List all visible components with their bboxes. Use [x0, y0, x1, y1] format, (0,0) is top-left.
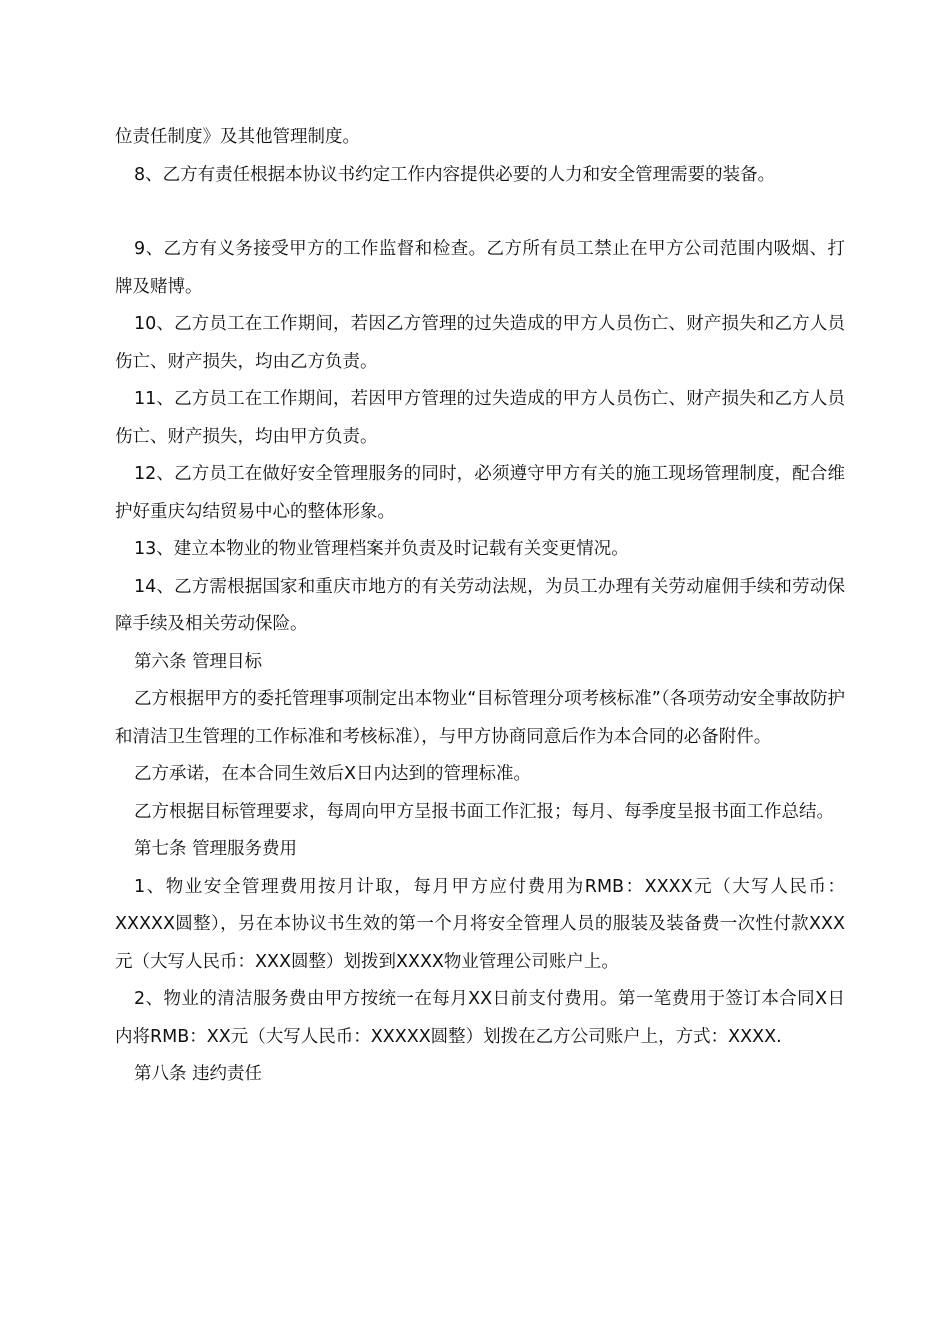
paragraph-item-10: 10、乙方员工在工作期间，若因乙方管理的过失造成的甲方人员伤亡、财产损失和乙方人员伤亡、财产损失，均由乙方负责。 — [115, 314, 845, 372]
paragraph-item-14: 14、乙方需根据国家和重庆市地方的有关劳动法规，为员工办理有关劳动雇佣手续和劳动保障手续及相关劳动保险。 — [115, 576, 845, 634]
paragraph-spacer — [115, 194, 845, 231]
paragraph-fee-item-1: 1、物业安全管理费用按月计取，每月甲方应付费用为RMB：XXXX元（大写人民币：XXXXX圆整），另在本协议书生效的第一个月将安全管理人员的服装及装备费一次性付款XXX元（大写人民币：XXX圆整）划拨到XXXX物业管理公司账户上。 — [115, 876, 845, 972]
paragraph-item-8: 8、乙方有责任根据本协议书约定工作内容提供必要的人力和安全管理需要的装备。 — [134, 164, 776, 185]
paragraph-target-standard: 乙方根据甲方的委托管理事项制定出本物业“目标管理分项考核标准”（各项劳动安全事故防护和清洁卫生管理的工作标准和考核标准），与甲方协商同意后作为本合同的必备附件。 — [115, 689, 845, 747]
section-heading-article-6: 第六条 管理目标 — [134, 651, 263, 672]
document-body — [115, 119, 845, 1094]
section-heading-article-7: 第七条 管理服务费用 — [134, 839, 298, 859]
paragraph-item-13: 13、建立本物业的物业管理档案并负责及时记载有关变更情况。 — [134, 539, 629, 559]
paragraph-item-9: 9、乙方有义务接受甲方的工作监督和检查。乙方所有员工禁止在甲方公司范围内吸烟、打牌及赌博。 — [115, 239, 845, 297]
section-heading-article-8: 第八条 违约责任 — [134, 1064, 263, 1084]
paragraph-responsibility-system-end: 位责任制度》及其他管理制度。 — [115, 127, 360, 147]
paragraph-item-12: 12、乙方员工在做好安全管理服务的同时，必须遵守甲方有关的施工现场管理制度，配合维护好重庆勾结贸易中心的整体形象。 — [115, 464, 845, 522]
paragraph-commitment: 乙方承诺，在本合同生效后X日内达到的管理标准。 — [134, 764, 531, 784]
paragraph-fee-item-2: 2、物业的清洁服务费由甲方按统一在每月XX日前支付费用。第一笔费用于签订本合同X日内将RMB：XX元（大写人民币：XXXXX圆整）划拨在乙方公司账户上，方式：XXXX. — [115, 989, 845, 1047]
paragraph-reporting: 乙方根据目标管理要求，每周向甲方呈报书面工作汇报；每月、每季度呈报书面工作总结。 — [134, 801, 834, 822]
paragraph-item-11: 11、乙方员工在工作期间，若因甲方管理的过失造成的甲方人员伤亡、财产损失和乙方人员伤亡、财产损失，均由甲方负责。 — [115, 389, 845, 447]
